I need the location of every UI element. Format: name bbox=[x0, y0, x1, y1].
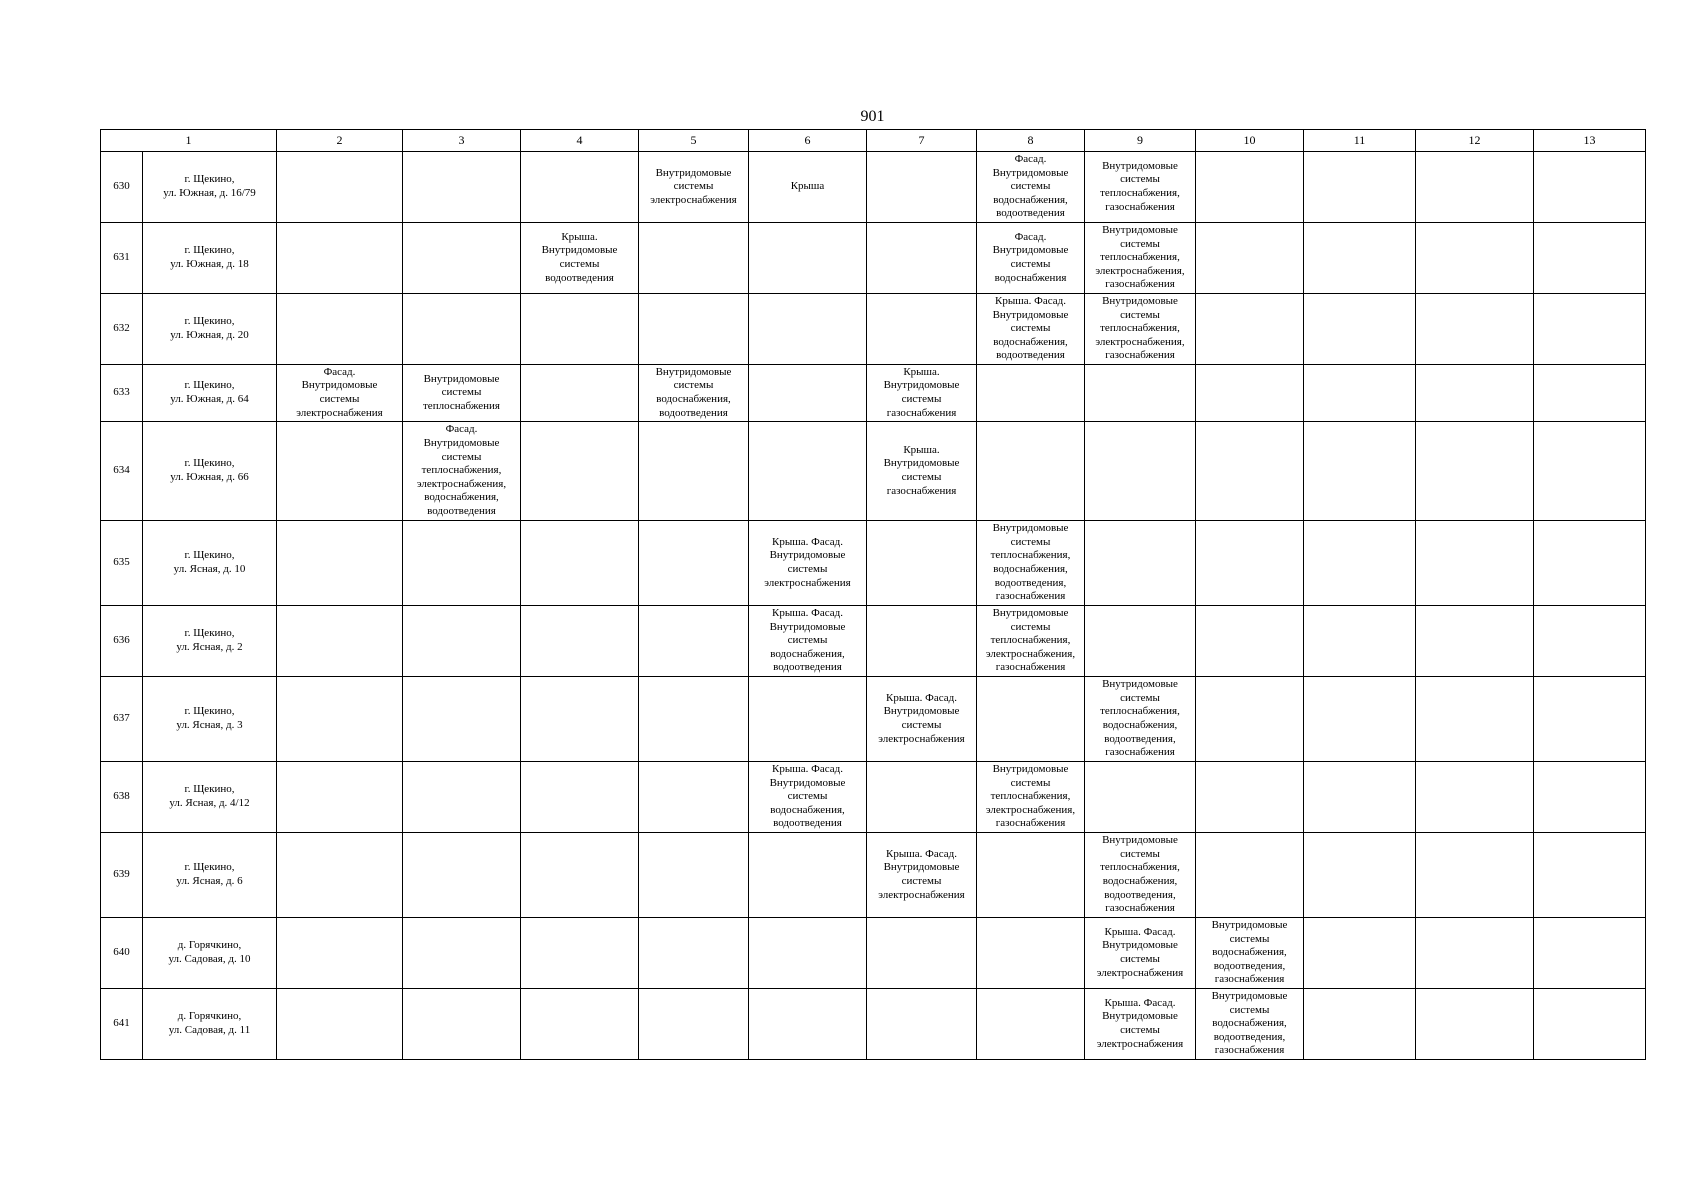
work-cell-col-6 bbox=[749, 223, 867, 294]
work-cell-col-5 bbox=[639, 521, 749, 606]
work-cell-col-13 bbox=[1534, 833, 1646, 918]
column-header-4: 4 bbox=[521, 130, 639, 152]
work-cell-col-11 bbox=[1304, 677, 1416, 762]
work-cell-col-8: Фасад. Внутридомовые системы водоснабжения, водоотведения bbox=[977, 152, 1085, 223]
address-cell: г. Щекино, ул. Южная, д. 18 bbox=[143, 223, 277, 294]
table-row bbox=[101, 422, 1646, 521]
work-cell-col-9: Внутридомовые системы теплоснабжения, водоснабжения, водоотведения, газоснабжения bbox=[1085, 833, 1196, 918]
work-cell-col-12 bbox=[1416, 833, 1534, 918]
table-row bbox=[101, 365, 1646, 422]
work-cell-col-7 bbox=[867, 989, 977, 1060]
work-cell-col-3 bbox=[403, 606, 521, 677]
work-cell-col-7 bbox=[867, 294, 977, 365]
work-cell-col-3 bbox=[403, 989, 521, 1060]
column-header-8: 8 bbox=[977, 130, 1085, 152]
work-cell-col-5 bbox=[639, 833, 749, 918]
work-cell-col-11 bbox=[1304, 152, 1416, 223]
work-cell-col-3: Внутридомовые системы теплоснабжения bbox=[403, 365, 521, 422]
work-cell-col-3 bbox=[403, 833, 521, 918]
work-cell-col-9: Крыша. Фасад. Внутридомовые системы электроснабжения bbox=[1085, 989, 1196, 1060]
work-cell-col-8: Внутридомовые системы теплоснабжения, электроснабжения, газоснабжения bbox=[977, 606, 1085, 677]
work-cell-col-11 bbox=[1304, 762, 1416, 833]
row-number-cell: 635 bbox=[101, 521, 143, 606]
work-cell-col-12 bbox=[1416, 521, 1534, 606]
row-number-cell: 639 bbox=[101, 833, 143, 918]
work-cell-col-4 bbox=[521, 294, 639, 365]
work-cell-col-8: Крыша. Фасад. Внутридомовые системы водоснабжения, водоотведения bbox=[977, 294, 1085, 365]
table-row bbox=[101, 606, 1646, 677]
row-number-cell: 637 bbox=[101, 677, 143, 762]
work-cell-col-8 bbox=[977, 918, 1085, 989]
work-cell-col-13 bbox=[1534, 294, 1646, 365]
work-cell-col-12 bbox=[1416, 294, 1534, 365]
work-cell-col-6: Крыша. Фасад. Внутридомовые системы водоснабжения, водоотведения bbox=[749, 762, 867, 833]
column-header-1: 1 bbox=[101, 130, 277, 152]
page-number: 901 bbox=[860, 108, 885, 125]
column-header-6: 6 bbox=[749, 130, 867, 152]
work-cell-col-12 bbox=[1416, 989, 1534, 1060]
address-cell: г. Щекино, ул. Ясная, д. 10 bbox=[143, 521, 277, 606]
work-cell-col-9 bbox=[1085, 365, 1196, 422]
address-cell: г. Щекино, ул. Южная, д. 16/79 bbox=[143, 152, 277, 223]
work-cell-col-12 bbox=[1416, 918, 1534, 989]
work-cell-col-11 bbox=[1304, 365, 1416, 422]
work-cell-col-13 bbox=[1534, 762, 1646, 833]
work-cell-col-8 bbox=[977, 365, 1085, 422]
work-cell-col-11 bbox=[1304, 294, 1416, 365]
address-cell: г. Щекино, ул. Южная, д. 66 bbox=[143, 422, 277, 521]
work-cell-col-3: Фасад. Внутридомовые системы теплоснабжения, электроснабжения, водоснабжения, водоотведения bbox=[403, 422, 521, 521]
address-cell: г. Щекино, ул. Ясная, д. 3 bbox=[143, 677, 277, 762]
work-cell-col-10: Внутридомовые системы водоснабжения, водоотведения, газоснабжения bbox=[1196, 989, 1304, 1060]
work-cell-col-2 bbox=[277, 989, 403, 1060]
work-cell-col-3 bbox=[403, 918, 521, 989]
work-cell-col-2 bbox=[277, 677, 403, 762]
table-row bbox=[101, 294, 1646, 365]
work-cell-col-4 bbox=[521, 833, 639, 918]
work-cell-col-8 bbox=[977, 833, 1085, 918]
column-header-2: 2 bbox=[277, 130, 403, 152]
work-cell-col-11 bbox=[1304, 918, 1416, 989]
work-cell-col-10 bbox=[1196, 223, 1304, 294]
work-cell-col-4: Крыша. Внутридомовые системы водоотведения bbox=[521, 223, 639, 294]
work-cell-col-8 bbox=[977, 989, 1085, 1060]
work-cell-col-9: Крыша. Фасад. Внутридомовые системы электроснабжения bbox=[1085, 918, 1196, 989]
work-cell-col-13 bbox=[1534, 521, 1646, 606]
row-number-cell: 632 bbox=[101, 294, 143, 365]
work-cell-col-12 bbox=[1416, 422, 1534, 521]
address-cell: г. Щекино, ул. Ясная, д. 2 bbox=[143, 606, 277, 677]
work-cell-col-7 bbox=[867, 152, 977, 223]
work-cell-col-8: Фасад. Внутридомовые системы водоснабжения bbox=[977, 223, 1085, 294]
address-cell: г. Щекино, ул. Южная, д. 64 bbox=[143, 365, 277, 422]
table-row bbox=[101, 989, 1646, 1060]
work-cell-col-6 bbox=[749, 365, 867, 422]
work-cell-col-6 bbox=[749, 989, 867, 1060]
work-cell-col-10 bbox=[1196, 422, 1304, 521]
work-cell-col-2 bbox=[277, 223, 403, 294]
work-cell-col-13 bbox=[1534, 918, 1646, 989]
address-cell: д. Горячкино, ул. Садовая, д. 11 bbox=[143, 989, 277, 1060]
row-number-cell: 630 bbox=[101, 152, 143, 223]
table-row bbox=[101, 521, 1646, 606]
column-header-3: 3 bbox=[403, 130, 521, 152]
work-cell-col-5: Внутридомовые системы водоснабжения, водоотведения bbox=[639, 365, 749, 422]
work-cell-col-13 bbox=[1534, 223, 1646, 294]
work-cell-col-6 bbox=[749, 833, 867, 918]
work-cell-col-10 bbox=[1196, 294, 1304, 365]
work-cell-col-4 bbox=[521, 762, 639, 833]
work-cell-col-12 bbox=[1416, 223, 1534, 294]
address-cell: д. Горячкино, ул. Садовая, д. 10 bbox=[143, 918, 277, 989]
work-cell-col-4 bbox=[521, 521, 639, 606]
row-number-cell: 636 bbox=[101, 606, 143, 677]
address-cell: г. Щекино, ул. Ясная, д. 4/12 bbox=[143, 762, 277, 833]
address-cell: г. Щекино, ул. Южная, д. 20 bbox=[143, 294, 277, 365]
work-cell-col-13 bbox=[1534, 152, 1646, 223]
column-header-7: 7 bbox=[867, 130, 977, 152]
work-cell-col-2 bbox=[277, 918, 403, 989]
work-cell-col-2 bbox=[277, 762, 403, 833]
work-cell-col-13 bbox=[1534, 422, 1646, 521]
work-cell-col-10 bbox=[1196, 521, 1304, 606]
work-cell-col-2 bbox=[277, 294, 403, 365]
work-cell-col-5: Внутридомовые системы электроснабжения bbox=[639, 152, 749, 223]
work-cell-col-5 bbox=[639, 606, 749, 677]
row-number-cell: 640 bbox=[101, 918, 143, 989]
work-cell-col-7: Крыша. Фасад. Внутридомовые системы электроснабжения bbox=[867, 833, 977, 918]
work-cell-col-6 bbox=[749, 677, 867, 762]
work-cell-col-13 bbox=[1534, 365, 1646, 422]
table-row bbox=[101, 223, 1646, 294]
work-cell-col-12 bbox=[1416, 606, 1534, 677]
work-cell-col-4 bbox=[521, 606, 639, 677]
work-cell-col-8 bbox=[977, 422, 1085, 521]
work-cell-col-4 bbox=[521, 422, 639, 521]
work-cell-col-2 bbox=[277, 152, 403, 223]
column-header-12: 12 bbox=[1416, 130, 1534, 152]
work-cell-col-12 bbox=[1416, 152, 1534, 223]
work-cell-col-2 bbox=[277, 521, 403, 606]
row-number-cell: 638 bbox=[101, 762, 143, 833]
work-cell-col-2 bbox=[277, 606, 403, 677]
table-row bbox=[101, 677, 1646, 762]
column-header-13: 13 bbox=[1534, 130, 1646, 152]
work-cell-col-9: Внутридомовые системы теплоснабжения, водоснабжения, водоотведения, газоснабжения bbox=[1085, 677, 1196, 762]
work-cell-col-6: Крыша. Фасад. Внутридомовые системы электроснабжения bbox=[749, 521, 867, 606]
table-row bbox=[101, 152, 1646, 223]
work-cell-col-11 bbox=[1304, 521, 1416, 606]
work-cell-col-8: Внутридомовые системы теплоснабжения, электроснабжения, газоснабжения bbox=[977, 762, 1085, 833]
work-cell-col-7 bbox=[867, 223, 977, 294]
work-cell-col-7: Крыша. Внутридомовые системы газоснабжения bbox=[867, 422, 977, 521]
row-number-cell: 631 bbox=[101, 223, 143, 294]
work-cell-col-12 bbox=[1416, 762, 1534, 833]
work-cell-col-6 bbox=[749, 294, 867, 365]
work-cell-col-7 bbox=[867, 762, 977, 833]
table-row bbox=[101, 762, 1646, 833]
work-cell-col-3 bbox=[403, 521, 521, 606]
work-cell-col-3 bbox=[403, 762, 521, 833]
work-cell-col-2 bbox=[277, 833, 403, 918]
work-cell-col-3 bbox=[403, 223, 521, 294]
work-cell-col-10 bbox=[1196, 833, 1304, 918]
work-cell-col-2: Фасад. Внутридомовые системы электроснабжения bbox=[277, 365, 403, 422]
work-cell-col-6 bbox=[749, 422, 867, 521]
table-row bbox=[101, 833, 1646, 918]
work-cell-col-10 bbox=[1196, 152, 1304, 223]
work-cell-col-3 bbox=[403, 677, 521, 762]
work-cell-col-13 bbox=[1534, 677, 1646, 762]
work-cell-col-10 bbox=[1196, 606, 1304, 677]
work-cell-col-4 bbox=[521, 365, 639, 422]
work-cell-col-5 bbox=[639, 677, 749, 762]
work-cell-col-9: Внутридомовые системы теплоснабжения, электроснабжения, газоснабжения bbox=[1085, 223, 1196, 294]
work-cell-col-10 bbox=[1196, 677, 1304, 762]
column-header-9: 9 bbox=[1085, 130, 1196, 152]
work-cell-col-4 bbox=[521, 152, 639, 223]
work-cell-col-5 bbox=[639, 422, 749, 521]
work-cell-col-9 bbox=[1085, 521, 1196, 606]
work-cell-col-11 bbox=[1304, 989, 1416, 1060]
table-body bbox=[101, 152, 1646, 1060]
work-cell-col-10 bbox=[1196, 365, 1304, 422]
work-cell-col-4 bbox=[521, 918, 639, 989]
work-cell-col-6: Крыша bbox=[749, 152, 867, 223]
address-cell: г. Щекино, ул. Ясная, д. 6 bbox=[143, 833, 277, 918]
table-row bbox=[101, 918, 1646, 989]
work-cell-col-5 bbox=[639, 223, 749, 294]
row-number-cell: 634 bbox=[101, 422, 143, 521]
work-cell-col-11 bbox=[1304, 833, 1416, 918]
work-cell-col-13 bbox=[1534, 606, 1646, 677]
column-header-5: 5 bbox=[639, 130, 749, 152]
work-cell-col-7 bbox=[867, 606, 977, 677]
work-cell-col-11 bbox=[1304, 606, 1416, 677]
work-cell-col-5 bbox=[639, 294, 749, 365]
work-cell-col-8: Внутридомовые системы теплоснабжения, водоснабжения, водоотведения, газоснабжения bbox=[977, 521, 1085, 606]
work-cell-col-6: Крыша. Фасад. Внутридомовые системы водоснабжения, водоотведения bbox=[749, 606, 867, 677]
work-cell-col-3 bbox=[403, 294, 521, 365]
repair-schedule-table bbox=[100, 129, 1646, 1060]
work-cell-col-3 bbox=[403, 152, 521, 223]
row-number-cell: 641 bbox=[101, 989, 143, 1060]
work-cell-col-11 bbox=[1304, 422, 1416, 521]
column-header-10: 10 bbox=[1196, 130, 1304, 152]
work-cell-col-6 bbox=[749, 918, 867, 989]
work-cell-col-12 bbox=[1416, 677, 1534, 762]
work-cell-col-7 bbox=[867, 918, 977, 989]
work-cell-col-5 bbox=[639, 989, 749, 1060]
work-cell-col-5 bbox=[639, 762, 749, 833]
work-cell-col-5 bbox=[639, 918, 749, 989]
column-header-11: 11 bbox=[1304, 130, 1416, 152]
work-cell-col-12 bbox=[1416, 365, 1534, 422]
work-cell-col-4 bbox=[521, 677, 639, 762]
work-cell-col-9 bbox=[1085, 422, 1196, 521]
row-number-cell: 633 bbox=[101, 365, 143, 422]
work-cell-col-7: Крыша. Внутридомовые системы газоснабжения bbox=[867, 365, 977, 422]
work-cell-col-11 bbox=[1304, 223, 1416, 294]
work-cell-col-9: Внутридомовые системы теплоснабжения, электроснабжения, газоснабжения bbox=[1085, 294, 1196, 365]
work-cell-col-4 bbox=[521, 989, 639, 1060]
table-header bbox=[101, 130, 1646, 152]
work-cell-col-13 bbox=[1534, 989, 1646, 1060]
work-cell-col-10 bbox=[1196, 762, 1304, 833]
work-cell-col-7: Крыша. Фасад. Внутридомовые системы электроснабжения bbox=[867, 677, 977, 762]
column-number-row bbox=[101, 130, 1646, 152]
work-cell-col-10: Внутридомовые системы водоснабжения, водоотведения, газоснабжения bbox=[1196, 918, 1304, 989]
work-cell-col-9 bbox=[1085, 606, 1196, 677]
work-cell-col-7 bbox=[867, 521, 977, 606]
work-cell-col-8 bbox=[977, 677, 1085, 762]
work-cell-col-2 bbox=[277, 422, 403, 521]
work-cell-col-9 bbox=[1085, 762, 1196, 833]
work-cell-col-9: Внутридомовые системы теплоснабжения, газоснабжения bbox=[1085, 152, 1196, 223]
